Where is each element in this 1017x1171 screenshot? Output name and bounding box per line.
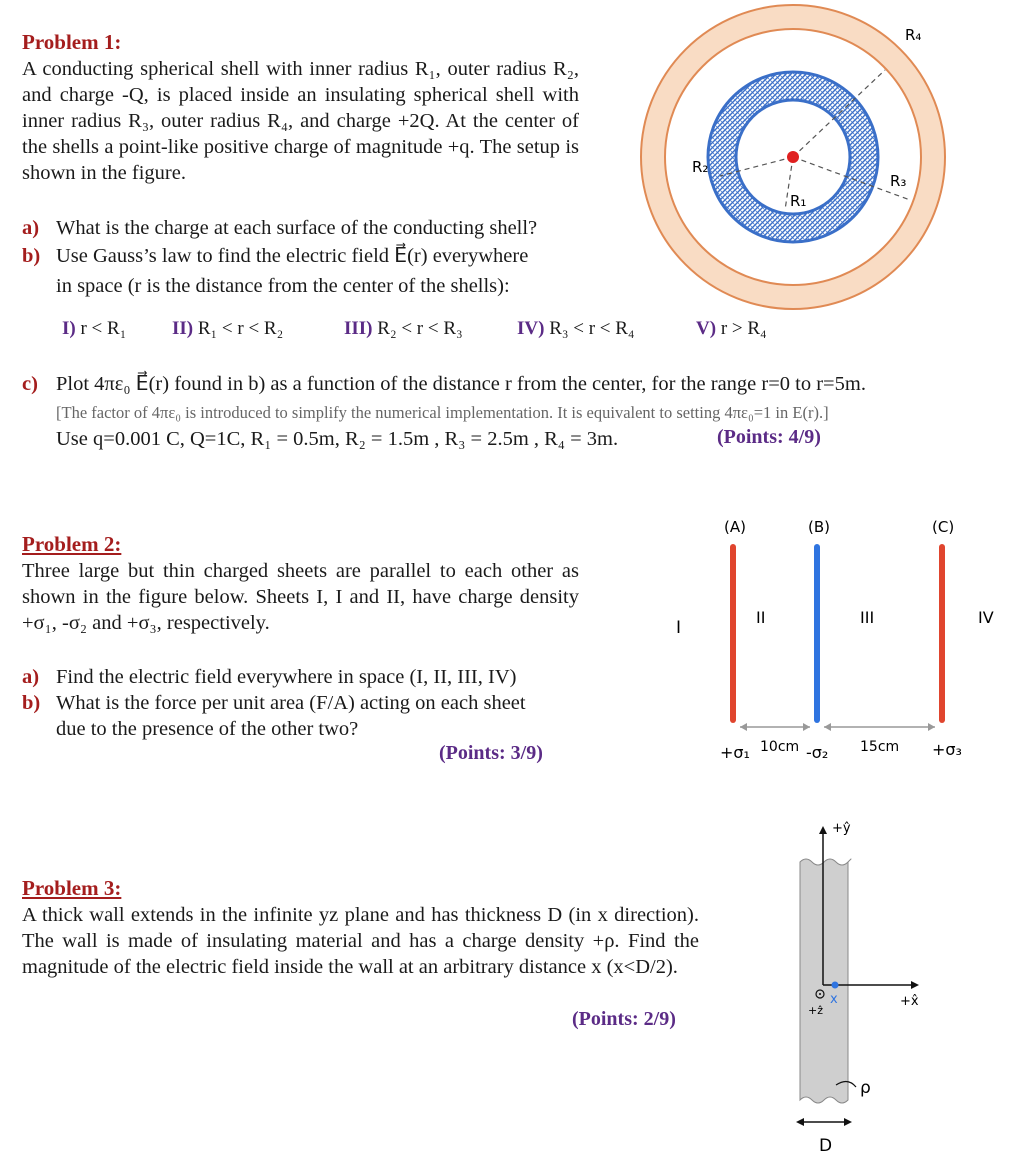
charge-label-b: -σ₂: [806, 743, 829, 762]
question-text: What is the force per unit area (F/A) acting on each sheet: [56, 692, 526, 714]
problem2-title: Problem 2:: [22, 532, 122, 556]
problem1-question-b-cont: in space (r is the distance from the center of the shells):: [56, 275, 510, 297]
question-label: a): [22, 666, 40, 688]
problem1-title: Problem 1:: [22, 30, 122, 54]
region-label-iii: III: [860, 608, 875, 627]
range-5: V) r > R₄: [696, 318, 767, 339]
question-label: a): [22, 217, 40, 239]
range-3: III) R₂ < r < R₃: [344, 318, 463, 339]
x-axis-label: +x̂: [900, 994, 919, 1009]
problem2-question-b-cont: due to the presence of the other two?: [56, 718, 359, 740]
problem3-points: (Points: 2/9): [572, 1008, 676, 1030]
problem1-points: (Points: 4/9): [717, 426, 821, 448]
range-4: IV) R₃ < r < R₄: [517, 318, 635, 339]
region-label-ii: II: [756, 608, 766, 627]
problem1-question-a: [22, 215, 602, 241]
problem2-points: (Points: 3/9): [439, 742, 543, 764]
point-x-label: x: [830, 992, 838, 1007]
y-axis-label: +ŷ: [832, 821, 851, 836]
charged-wall-figure: [770, 800, 930, 1168]
point-charge: [787, 151, 799, 163]
problem2-question-a: [22, 664, 602, 690]
charged-sheets-figure: [660, 505, 1017, 780]
wall: [800, 859, 851, 1103]
range-1: I) r < R₁: [62, 318, 127, 339]
problem1-note: [The factor of 4πε₀ is introduced to simplify the numerical implementation. It is equivalent to setting 4πε₀=1 in E(r).]: [56, 403, 829, 422]
question-text: Use Gauss’s law to find the electric field E⃗(r) everywhere: [56, 245, 529, 267]
thickness-label: D: [819, 1136, 833, 1156]
problem1-statement: A conducting spherical shell with inner radius R₁, outer radius R₂, and charge -Q, is placed inside an insulating spherical shell with inner radius R₃, outer radius R₄, and charge +2Q. At the center of the shells a point-like positive charge of magnitude +q. The setup is shown in the figure.: [22, 58, 579, 184]
question-text: Find the electric field everywhere in space (I, II, III, IV): [56, 666, 517, 688]
label-r3: R₃: [890, 172, 907, 190]
problem2-statement: Three large but thin charged sheets are parallel to each other as shown in the figure below. Sheets I, I and II, have charge density +σ₁, -σ₂ and +σ₃, respectively.: [22, 560, 579, 634]
label-r4: R₄: [905, 26, 922, 44]
question-label: b): [22, 692, 41, 714]
problem3-statement: A thick wall extends in the infinite yz plane and has thickness D (in x direction). The wall is made of insulating material and has a charge density +ρ. Find the magnitude of the electric field inside the wall at an arbitrary distance x (x<D/2).: [22, 904, 699, 978]
range-2: II) R₁ < r < R₂: [172, 318, 284, 339]
spherical-shells-figure: [640, 0, 960, 310]
problem3-title: Problem 3:: [22, 876, 122, 900]
region-label-iv: IV: [978, 608, 994, 627]
region-label-i: I: [676, 618, 682, 638]
charge-label-c: +σ₃: [932, 740, 962, 759]
problem2-question-b: [22, 690, 602, 716]
problem1-question-b: [22, 243, 602, 269]
question-text: What is the charge at each surface of the conducting shell?: [56, 217, 538, 239]
problem1-values: Use q=0.001 C, Q=1C, R₁ = 0.5m, R₂ = 1.5m , R₃ = 2.5m , R₄ = 3m.: [56, 428, 619, 450]
sheet-label-a: (A): [724, 518, 746, 536]
label-r2: R₂: [692, 158, 709, 176]
z-axis-label: +ẑ: [808, 1004, 823, 1017]
point-x-marker: [832, 982, 839, 989]
sheet-label-c: (C): [932, 518, 955, 536]
charge-label-a: +σ₁: [720, 743, 750, 762]
sheet-label-b: (B): [808, 518, 830, 536]
question-label: b): [22, 245, 41, 267]
problem1-question-c: [22, 371, 1012, 397]
rho-label: ρ: [860, 1078, 871, 1098]
label-r1: R₁: [790, 192, 807, 210]
distance-label-ab: 10cm: [760, 739, 800, 755]
distance-label-bc: 15cm: [860, 739, 900, 755]
question-text: Plot 4πε₀ E⃗(r) found in b) as a function of the distance r from the center, for the range r=0 to r=5m.: [56, 373, 866, 395]
question-label: c): [22, 373, 38, 395]
